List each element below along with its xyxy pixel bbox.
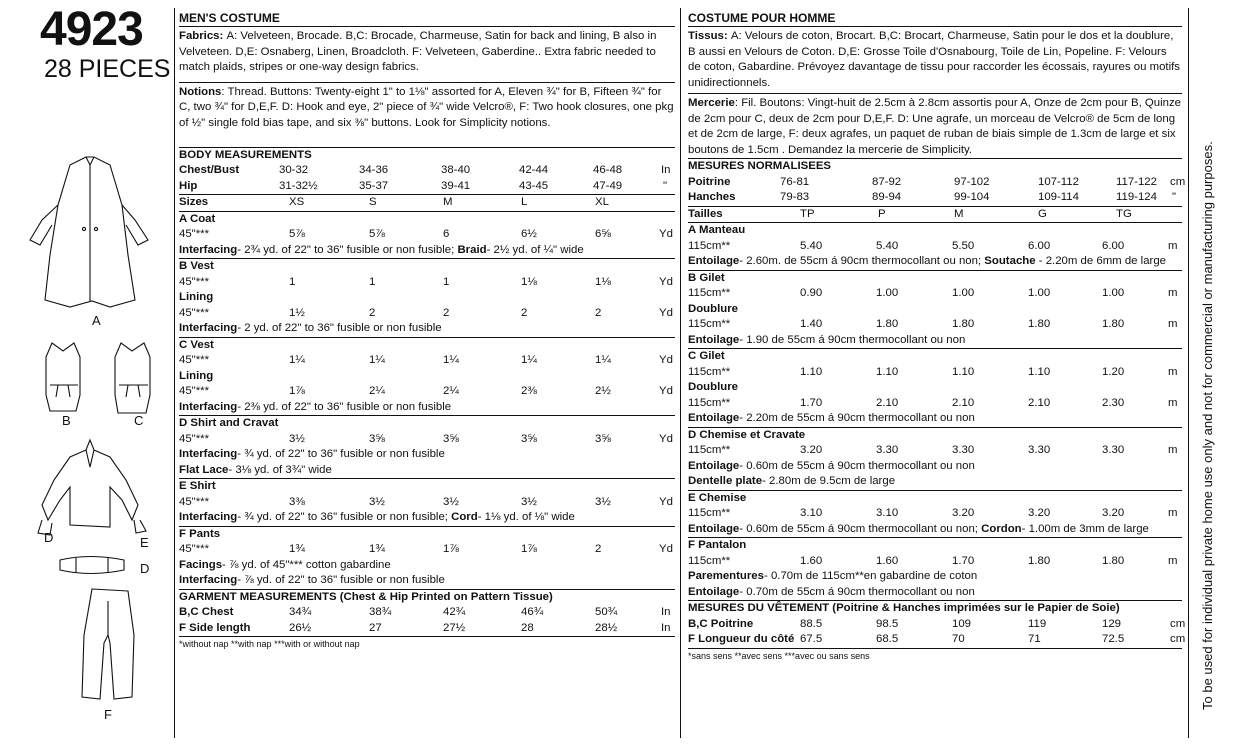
sizes-row: Sizes XS S M L XL	[179, 196, 609, 208]
coat-a-illustration	[30, 157, 148, 307]
view-c-notes: Entoilage- 2.20m de 55cm á 90cm thermocollant ou non	[688, 412, 975, 424]
body-measurements-heading: MESURES NORMALISEES	[688, 160, 832, 172]
view-e-notes: Entoilage- 0.60m de 55cm á 90cm thermocollant ou non; Cordon- 1.00m de 3mm de large	[688, 522, 1149, 535]
view-b-yardage: 45"*** 1 1 1 1⅛ 1⅛ Yd	[179, 275, 673, 288]
view-e-yardage: 45"*** 3⅜ 3½ 3½ 3½ 3½ Yd	[179, 495, 673, 508]
view-f-title: F Pantalon	[688, 539, 747, 551]
view-label-c: C	[134, 413, 144, 428]
view-e-title: E Chemise	[688, 491, 747, 504]
view-b-yardage: 115cm** 0.90 1.00 1.00 1.00 1.00 m	[688, 287, 1178, 299]
cravat-d-illustration	[60, 557, 124, 574]
footnote: *sans sens **avec sens ***avec ou sans sens	[688, 650, 870, 661]
view-label-f: F	[104, 707, 112, 722]
garment-illustrations	[0, 95, 175, 735]
footnote: *without nap **with nap ***with or without nap	[179, 639, 360, 649]
notions-text: Notions: Thread. Buttons: Twenty-eight 1" to 1⅛" assorted for A, Eleven ¾" for B, Fifteen ¾" for C, two ¾" for D,E,F. D: Hook and eye, 2" piece of ¾" wide Velcro®, F: Two hook closures, one pkg of ½" single fold bias tape, and six ⅜" buttons. Look for Simplicity notions.	[179, 85, 674, 129]
sizes-row: Tailles TP P M G TG	[688, 207, 1132, 220]
view-e-title: E Shirt	[179, 480, 216, 492]
view-label-a: A	[92, 313, 101, 328]
view-f-notes: Entoilage- 0.70m de 55cm á 90cm thermocollant ou non	[688, 585, 975, 598]
garment-measurements-heading: MESURES DU VÊTEMENT (Poitrine & Hanches imprimées sur le Papier de Soie)	[688, 602, 1120, 614]
garment-measurements-heading: GARMENT MEASUREMENTS (Chest & Hip Printed on Pattern Tissue)	[179, 590, 553, 603]
hip-row: Hip 31-32½ 35-37 39-41 43-45 47-49 "	[179, 179, 668, 192]
costume-title: COSTUME POUR HOMME	[688, 11, 836, 25]
view-c-title: C Vest	[179, 338, 214, 351]
chest-row: Poitrine 76-81 87-92 97-102 107-112 117-122 cm	[688, 175, 1186, 188]
fabrics-text: Tissus: A: Velours de coton, Brocart. B,C: Brocart, Charmeuse, Satin pour le dos et la doublure, B aussi en Velours de Coton. D,E: Grosse Toile d'Osnabourg, Toile de Lin, Popeline. F: Velours de coton, Gabardine. Prévoyez davantage de tissu pour raccorder les écossais, rayures ou motifs unidirectionnels.	[688, 30, 1180, 89]
view-f-facings: Facings- ⅞ yd. of 45"*** cotton gabardine	[179, 558, 391, 571]
view-e-yardage: 115cm** 3.10 3.10 3.20 3.20 3.20 m	[688, 507, 1178, 519]
view-a-title: A Manteau	[688, 224, 746, 236]
pattern-number: 4923	[40, 3, 143, 56]
garment-chest-row: B,C Chest 34¾ 38¾ 42¾ 46¾ 50¾ In	[179, 606, 671, 618]
view-a-yardage: 115cm** 5.40 5.40 5.50 6.00 6.00 m	[688, 239, 1178, 252]
view-c-yardage: 45"*** 1¼ 1¼ 1¼ 1¼ 1¼ Yd	[179, 354, 673, 366]
view-f-yardage: 45"*** 1¾ 1¾ 1⅞ 1⅞ 2 Yd	[179, 543, 673, 555]
view-d-title: D Shirt and Cravat	[179, 417, 279, 429]
view-d-lace: Dentelle plate- 2.80m de 9.5cm de large	[688, 475, 896, 487]
view-b-lining-yardage: 45"*** 1½ 2 2 2 2 Yd	[179, 306, 673, 319]
view-c-lining-yardage: 115cm** 1.70 2.10 2.10 2.10 2.30 m	[688, 396, 1178, 409]
view-c-lining-title: Lining	[179, 369, 214, 382]
view-d-notes: Interfacing- ¾ yd. of 22" to 36" fusible or non fusible	[179, 448, 445, 460]
view-d-yardage: 115cm** 3.20 3.30 3.30 3.30 3.30 m	[688, 444, 1178, 456]
view-d-notes: Entoilage- 0.60m de 55cm á 90cm thermocollant ou non	[688, 459, 975, 472]
view-a-yardage: 45"*** 5⅞ 5⅞ 6 6½ 6⅝ Yd	[179, 228, 673, 240]
costume-title: MEN'S COSTUME	[179, 11, 280, 25]
garment-side-row: F Side length 26½ 27 27½ 28 28½ In	[179, 621, 671, 634]
view-label-d2: D	[140, 561, 150, 576]
view-b-lining-title: Doublure	[688, 302, 738, 315]
view-d-lace: Flat Lace- 3⅛ yd. of 3¾" wide	[179, 463, 332, 476]
view-c-title: C Gilet	[688, 350, 725, 362]
vest-b-illustration	[46, 343, 80, 411]
view-b-lining-title: Lining	[179, 291, 214, 303]
divider-left	[174, 8, 175, 738]
view-b-title: B Gilet	[688, 271, 725, 284]
view-label-d: D	[44, 530, 54, 545]
divider-middle	[680, 8, 681, 738]
chest-row: Chest/Bust 30-32 34-36 38-40 42-44 46-48 In	[179, 164, 671, 176]
view-a-notes: Interfacing- 2¾ yd. of 22" to 36" fusible or non fusible; Braid- 2½ yd. of ¼" wide	[179, 243, 584, 256]
english-column	[179, 0, 675, 650]
view-a-notes: Entoilage- 2.60m. de 55cm á 90cm thermocollant ou non; Soutache - 2.20m de 6mm de large	[688, 255, 1166, 267]
fabrics-text: Fabrics: A: Velveteen, Brocade. B,C: Brocade, Charmeuse, Satin for back and lining, B also in Velveteen. D,E: Osnaberg, Linen, Broadcloth. F: Velveteen, Gaberdine.. Extra fabric needed to match plaids, stripes or one-way design fabrics.	[179, 30, 657, 73]
hip-row: Hanches 79-83 89-94 99-104 109-114 119-124 "	[688, 191, 1177, 203]
view-label-e: E	[140, 535, 149, 550]
view-f-facings: Parementures- 0.70m de 115cm**en gabardine de coton	[688, 570, 978, 582]
garment-side-row: F Longueur du côté 67.5 68.5 70 71 72.5 cm	[688, 633, 1186, 645]
view-b-lining-yardage: 115cm** 1.40 1.80 1.80 1.80 1.80 m	[688, 318, 1178, 330]
view-f-notes: Interfacing- ⅞ yd. of 22" to 36" fusible or non fusible	[179, 574, 445, 586]
view-c-lining-title: Doublure	[688, 381, 738, 393]
view-f-yardage: 115cm** 1.60 1.60 1.70 1.80 1.80 m	[688, 554, 1178, 567]
view-f-title: F Pants	[179, 527, 221, 540]
view-d-yardage: 45"*** 3½ 3⅝ 3⅝ 3⅝ 3⅝ Yd	[179, 432, 673, 445]
vest-c-illustration	[115, 343, 150, 413]
divider-right	[1188, 8, 1189, 738]
pants-f-illustration	[82, 589, 134, 699]
view-c-yardage: 115cm** 1.10 1.10 1.10 1.10 1.20 m	[688, 365, 1178, 378]
notions-text: Mercerie: Fil. Boutons: Vingt-huit de 2.5cm à 2.8cm assortis pour A, Onze de 2cm pour B, Quinze de 2cm pour C, deux de 2cm pour D,E,F. D: Une agrafe, un morceau de Velcro® de 5cm de long et de 2cm de large, F: deux agrafes, un paquet de ruban de biais simple de 1.3cm de large et six boutons de 1.5cm . Demandez la mercerie de Simplicity.	[688, 97, 1182, 156]
view-b-notes: Entoilage- 1.90 de 55cm á 90cm thermocollant ou non	[688, 333, 966, 346]
view-b-title: B Vest	[179, 260, 214, 272]
view-a-title: A Coat	[179, 212, 216, 225]
garment-chest-row: B,C Poitrine 88.5 98.5 109 119 129 cm	[688, 617, 1186, 630]
shirt-de-illustration	[38, 440, 146, 535]
piece-count: 28 PIECES	[44, 55, 171, 83]
french-column	[688, 0, 1186, 662]
view-e-notes: Interfacing- ¾ yd. of 22" to 36" fusible or non fusible; Cord- 1⅛ yd. of ⅛" wide	[179, 511, 575, 523]
view-b-notes: Interfacing- 2 yd. of 22" to 36" fusible or non fusible	[179, 322, 442, 334]
view-c-notes: Interfacing- 2⅜ yd. of 22" to 36" fusible or non fusible	[179, 400, 452, 413]
view-c-lining-yardage: 45"*** 1⅞ 2¼ 2¼ 2⅜ 2½ Yd	[179, 385, 673, 397]
view-label-b: B	[62, 413, 71, 428]
body-measurements-heading: BODY MEASUREMENTS	[179, 148, 312, 161]
view-d-title: D Chemise et Cravate	[688, 428, 806, 441]
